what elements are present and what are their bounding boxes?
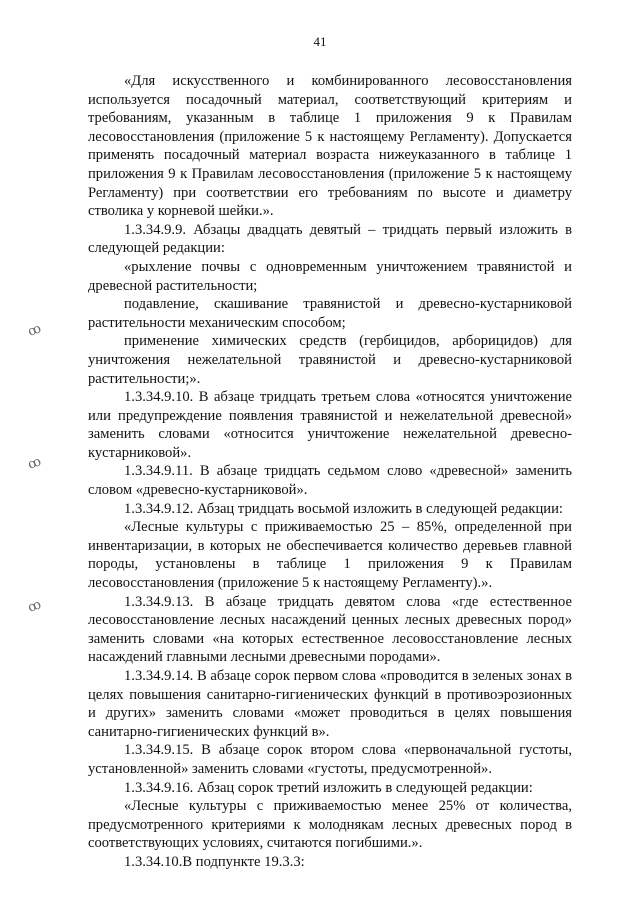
paragraph-1-3-34-9-10: 1.3.34.9.10. В абзаце тридцать третьем слова «относятся уничтожение или предупреждение появления травянистой и нежелательной древесной» заменить словами «относится уничтожение нежелательной древесно-кустарниковой». [88,389,572,461]
paragraph-1-3-34-10: 1.3.34.10.В подпункте 19.3.3: [124,853,305,870]
paragraph-1-3-34-9-9: 1.3.34.9.9. Абзацы двадцать девятый – тридцать первый изложить в следующей редакции: [88,221,572,257]
paragraph-1-3-34-9-14: 1.3.34.9.14. В абзаце сорок первом слова «проводится в зеленых зонах в целях повышения санитарно-гигиенических функций в противоэрозионных и других» заменить словами «может проводиться в целях повышения санитарно-гигиенических функций в». [88,668,572,740]
paragraph-1-3-34-9-13: 1.3.34.9.13. В абзаце тридцать девятом слова «где естественное лесовосстановление лесных насаждений ценных лесных древесных пород» заменить словами «на которых естественное лесовосстановление лесных насаждений главными лесными древесными породами». [88,593,572,666]
page-number: 41 [313,34,327,49]
margin-scan-mark: ꝏ [25,596,44,615]
paragraph-1-3-34-9-11: 1.3.34.9.11. В абзаце тридцать седьмом слово «древесной» заменить словом «древесно-кустарниковой». [88,463,572,499]
margin-scan-mark: ꝏ [25,320,44,339]
paragraph-chemicals: применение химических средств (гербицидов, арборицидов) для уничтожения нежелательной травянистой и древесно-кустарниковой растительности;». [88,333,572,387]
document-body [88,72,572,872]
paragraph-suppression: подавление, скашивание травянистой и древесно-кустарниковой растительности механическим способом; [88,296,572,331]
paragraph-1-3-34-9-16: 1.3.34.9.16. Абзац сорок третий изложить в следующей редакции: [124,779,533,796]
paragraph-quote-survival-under-25: «Лесные культуры с приживаемостью менее 25% от количества, предусмотренного критериями к молоднякам лесных древесных пород в соответствующих условиях, считаются погибшими.». [88,798,572,852]
paragraph-1-3-34-9-12: 1.3.34.9.12. Абзац тридцать восьмой изложить в следующей редакции: [124,500,563,517]
margin-scan-mark: ꝏ [25,453,44,472]
paragraph-1-3-34-9-15: 1.3.34.9.15. В абзаце сорок втором слова «первоначальной густоты, установленной» заменить словами «густоты, предусмотренной». [88,742,572,777]
paragraph-quote-planting-material: «Для искусственного и комбинированного лесовосстановления используется посадочный материал, соответствующий критериям и требованиям, указанным в таблице 1 приложения 9 к Правилам лесовосстановления (приложение 5 к настоящему Регламенту). Допускается применять посадочный материал возраста нижеуказанного в таблице 1 приложения 9 к Правилам лесовосстановления (приложение 5 к настоящему Регламенту) при соответствии его требованиям по высоте и диаметру стволика у корневой шейки.». [88,73,572,220]
paragraph-quote-survival-25-85: «Лесные культуры с приживаемостью 25 – 85%, определенной при инвентаризации, в которых не обеспечивается количество деревьев главной породы, установлены в таблице 1 приложения 9 к Правилам лесовосстановления (приложение 5 к настоящему Регламенту).». [88,519,572,592]
paragraph-quote-loosening: «рыхление почвы с одновременным уничтожением травянистой и древесной растительности; [88,258,572,294]
